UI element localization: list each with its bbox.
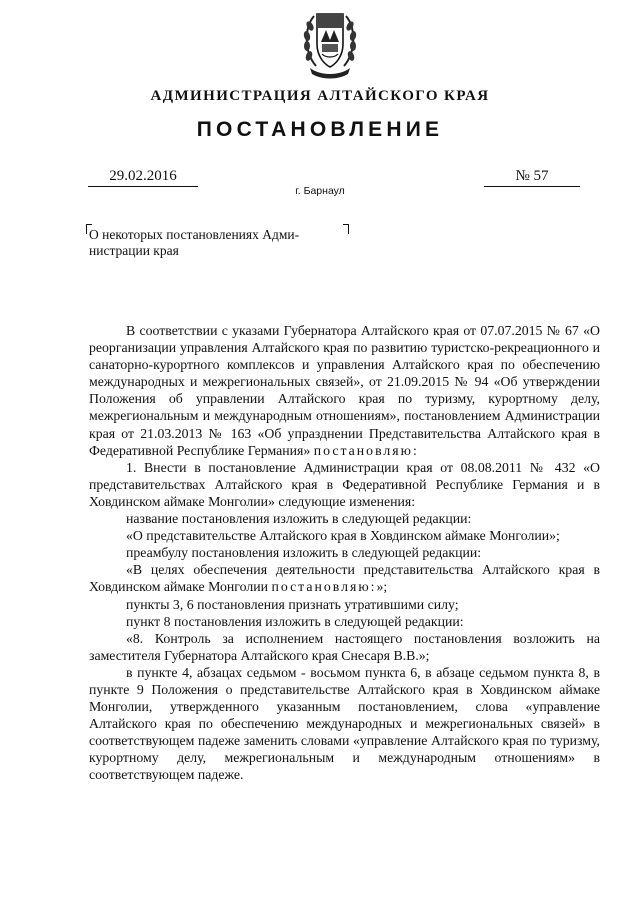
paragraph-preamble-change: преамбулу постановления изложить в следующей редакции:: [126, 545, 482, 561]
paragraph-title-change: название постановления изложить в следующей редакции:: [126, 511, 472, 527]
paragraph-item-8-change: пункт 8 постановления изложить в следующей редакции:: [126, 613, 464, 629]
new-preamble-text: «В целях обеспечения деятельности представительства Алтайского края в Ховдинском аймаке Монголии: [89, 562, 600, 595]
document-city: г. Барнаул: [295, 185, 345, 197]
paragraph-preamble: [89, 322, 600, 459]
subject-line-1: О некоторых постановлениях Адми-: [89, 227, 300, 242]
paragraph-item-1: 1. Внести в постановление Администрации края от 08.08.2011 № 432 «О представительствах Алтайского края в Федеративной Республике Германия и в Ховдинском аймаке Монголии» следующие изменения:: [89, 459, 600, 509]
organization-name: АДМИНИСТРАЦИЯ АЛТАЙСКОГО КРАЯ: [150, 88, 490, 104]
paragraph-item-8-text: «8. Контроль за исполнением настоящего постановления возложить на заместителя Губернатора Алтайского края Снесаря В.В.»;: [89, 630, 600, 663]
paragraph-new-title: «О представительстве Алтайского края в Ховдинском аймаке Монголии»;: [126, 528, 560, 544]
document-subject: [89, 227, 347, 259]
altai-coat-of-arms-icon: [302, 6, 358, 80]
new-preamble-resolution-word: постановляю:: [271, 579, 377, 595]
document-date: 29.02.2016: [88, 168, 198, 187]
subject-line-2: нистрации края: [89, 243, 179, 258]
document-number: № 57: [484, 168, 580, 187]
paragraph-regulation-change: в пункте 4, абзацах седьмом - восьмом пункта 6, в абзаце седьмом пункта 8, в пункте 9 Положения о представительстве Алтайского края в Ховдинском аймаке Монголии, утвержденного указанным постановлением, слова «управление Алтайского края по обеспечению международных и межрегиональных связей» в соответствующем падеже заменить словами «управление Алтайского края по туризму, курортному делу, межрегиональным и международным отношениям» в соответствующем падеже.: [89, 664, 600, 783]
paragraph-new-preamble: [89, 561, 600, 595]
document-body: [89, 322, 600, 784]
preamble-text: В соответствии с указами Губернатора Алтайского края от 07.07.2015 № 67 «О реорганизации управления Алтайского края по развитию туристско-рекреационного и санаторно-курортного комплексов и управления Алтайского края по обеспечению международных и межрегиональных связей», от 21.09.2015 № 94 «Об утверждении Положения об управлении Алтайского края по туризму, курортному делу, межрегиональным и международным отношениям», постановлением Администрации края от 21.03.2013 № 163 «Об упразднении Представительства Алтайского края в Федеративной Республике Германия»: [89, 323, 600, 458]
resolution-word: постановляю:: [313, 442, 419, 458]
paragraph-repeal: пункты 3, 6 постановления признать утратившими силу;: [126, 596, 459, 612]
new-preamble-tail: »;: [376, 579, 388, 595]
document-type: ПОСТАНОВЛЕНИЕ: [196, 118, 444, 141]
